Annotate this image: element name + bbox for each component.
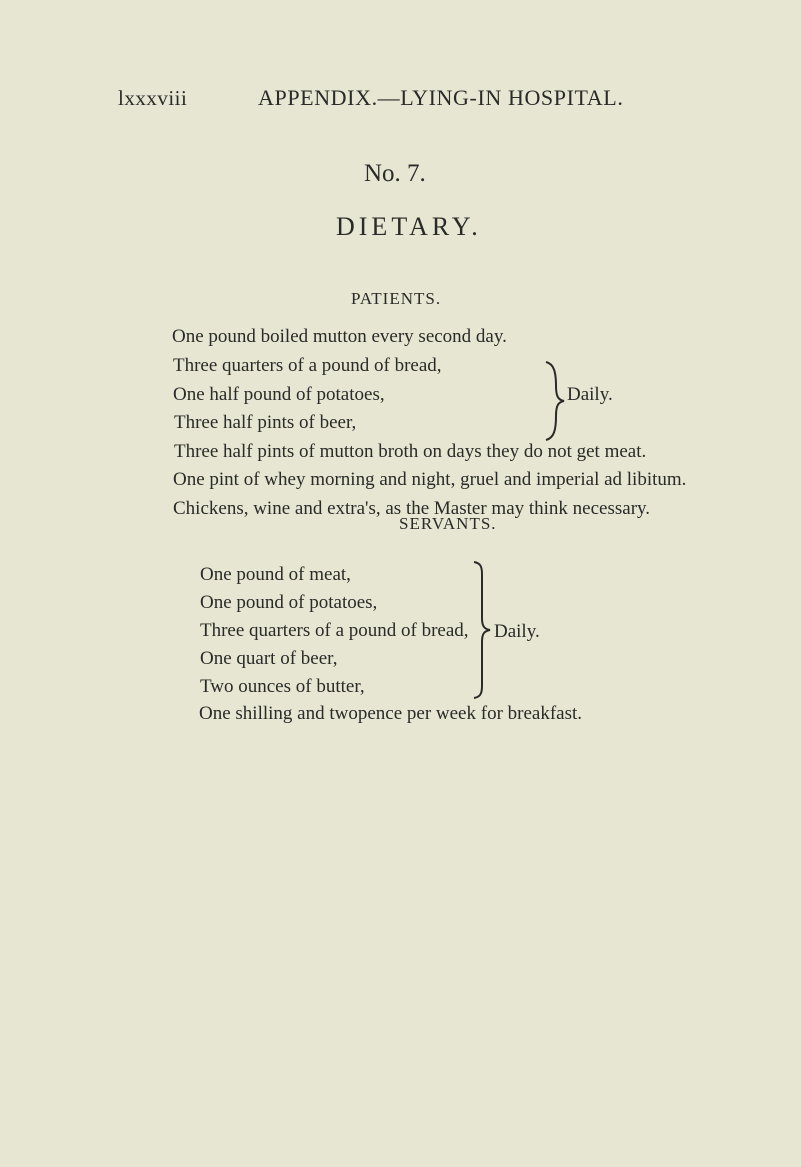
list-item: Three half pints of beer, [174, 412, 357, 433]
list-item: One quart of beer, [200, 648, 338, 669]
list-item: Two ounces of butter, [200, 676, 365, 697]
daily-label: Daily. [494, 621, 540, 642]
document-title: DIETARY. [336, 212, 482, 241]
list-item: Chickens, wine and extra's, as the Master may think necessary. [173, 498, 651, 519]
document-number: No. 7. [364, 160, 426, 187]
list-item: One pound boiled mutton every second day. [172, 326, 507, 347]
patients-heading: PATIENTS. [351, 289, 442, 308]
list-item: One pound of potatoes, [200, 592, 378, 613]
list-item: Three quarters of a pound of bread, [173, 355, 442, 376]
list-item: One pound of meat, [200, 564, 351, 585]
right-brace-icon [544, 360, 566, 442]
list-item: Three quarters of a pound of bread, [200, 620, 469, 641]
list-item: One shilling and twopence per week for breakfast. [199, 703, 583, 724]
list-item: Three half pints of mutton broth on days they do not get meat. [174, 441, 647, 462]
list-item: One pint of whey morning and night, gruel and imperial ad libitum. [173, 469, 687, 490]
list-item: One half pound of potatoes, [173, 384, 385, 405]
servants-heading: SERVANTS. [399, 514, 497, 533]
running-head: APPENDIX.—LYING-IN HOSPITAL. [258, 85, 624, 110]
daily-label: Daily. [567, 384, 613, 405]
page-number: lxxxviii [118, 86, 188, 110]
right-brace-icon [470, 560, 496, 700]
